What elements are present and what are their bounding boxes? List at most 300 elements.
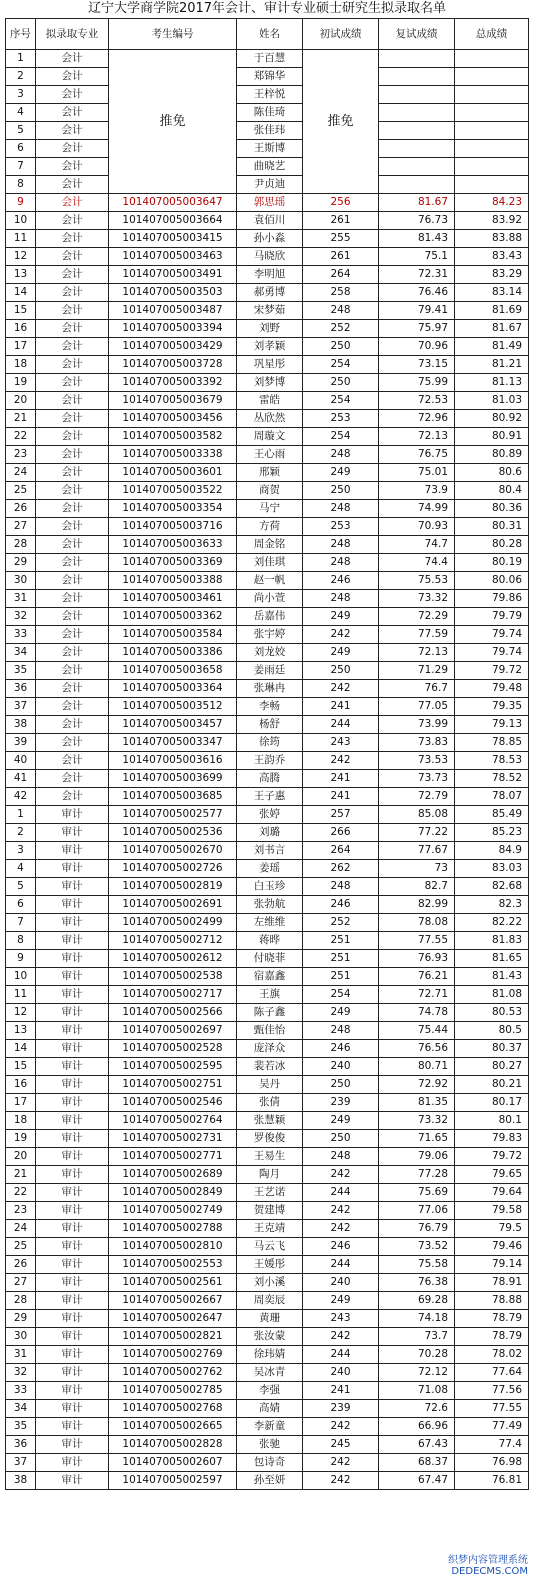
row-number: 12 <box>6 248 36 266</box>
major-cell: 审计 <box>36 986 109 1004</box>
initial-score-cell: 244 <box>303 716 379 734</box>
header-cell: 考生编号 <box>109 19 237 50</box>
table-row <box>6 1112 529 1130</box>
row-number: 38 <box>6 716 36 734</box>
exam-id-cell: 101407005003461 <box>109 590 237 608</box>
major-cell: 审计 <box>36 1022 109 1040</box>
table-row <box>6 1436 529 1454</box>
major-cell: 会计 <box>36 770 109 788</box>
row-number: 3 <box>6 86 36 104</box>
retest-score-cell: 75.97 <box>379 320 455 338</box>
exam-id-cell: 101407005003429 <box>109 338 237 356</box>
name-cell: 王克靖 <box>237 1220 303 1238</box>
row-number: 28 <box>6 1292 36 1310</box>
name-cell: 刘璐 <box>237 824 303 842</box>
major-cell: 审计 <box>36 1454 109 1472</box>
retest-score-cell: 74.99 <box>379 500 455 518</box>
retest-score-cell: 74.7 <box>379 536 455 554</box>
name-cell: 王子惠 <box>237 788 303 806</box>
exam-id-cell: 101407005002821 <box>109 1328 237 1346</box>
row-number: 33 <box>6 1382 36 1400</box>
retest-score-cell: 77.67 <box>379 842 455 860</box>
exam-id-cell: 101407005002749 <box>109 1202 237 1220</box>
initial-score-cell: 239 <box>303 1400 379 1418</box>
major-cell: 会计 <box>36 698 109 716</box>
name-cell: 王旗 <box>237 986 303 1004</box>
row-number: 5 <box>6 122 36 140</box>
exam-id-cell: 101407005002689 <box>109 1166 237 1184</box>
name-cell: 黄珊 <box>237 1310 303 1328</box>
table-row <box>6 1418 529 1436</box>
total-score-cell: 79.35 <box>455 698 529 716</box>
row-number: 19 <box>6 374 36 392</box>
major-cell: 会计 <box>36 608 109 626</box>
major-cell: 会计 <box>36 626 109 644</box>
name-cell: 郝勇博 <box>237 284 303 302</box>
table-row <box>6 644 529 662</box>
initial-score-cell: 248 <box>303 1022 379 1040</box>
initial-score-cell: 250 <box>303 1130 379 1148</box>
major-cell: 审计 <box>36 824 109 842</box>
name-cell: 岳嘉伟 <box>237 608 303 626</box>
name-cell: 徐筠 <box>237 734 303 752</box>
row-number: 36 <box>6 680 36 698</box>
retest-score-cell: 80.71 <box>379 1058 455 1076</box>
total-score-cell <box>455 104 529 122</box>
major-cell: 会计 <box>36 554 109 572</box>
total-score-cell: 80.5 <box>455 1022 529 1040</box>
row-number: 41 <box>6 770 36 788</box>
row-number: 25 <box>6 482 36 500</box>
exam-id-cell: 101407005003415 <box>109 230 237 248</box>
initial-score-cell: 246 <box>303 1238 379 1256</box>
exam-id-cell: 101407005002751 <box>109 1076 237 1094</box>
initial-score-cell: 242 <box>303 1418 379 1436</box>
row-number: 19 <box>6 1130 36 1148</box>
major-cell: 审计 <box>36 1256 109 1274</box>
table-row <box>6 590 529 608</box>
table-row <box>6 392 529 410</box>
retest-score-cell: 72.13 <box>379 428 455 446</box>
initial-score-cell: 242 <box>303 626 379 644</box>
retest-score-cell <box>379 104 455 122</box>
initial-score-cell: 246 <box>303 896 379 914</box>
table-row <box>6 752 529 770</box>
total-score-cell: 78.79 <box>455 1310 529 1328</box>
table-row <box>6 104 529 122</box>
retest-score-cell: 70.93 <box>379 518 455 536</box>
initial-score-cell: 250 <box>303 1076 379 1094</box>
row-number: 20 <box>6 392 36 410</box>
row-number: 15 <box>6 1058 36 1076</box>
initial-score-cell: 257 <box>303 806 379 824</box>
initial-score-cell: 256 <box>303 194 379 212</box>
major-cell: 审计 <box>36 1328 109 1346</box>
table-row <box>6 1400 529 1418</box>
total-score-cell: 77.56 <box>455 1382 529 1400</box>
major-cell: 会计 <box>36 752 109 770</box>
exam-id-cell: 101407005002538 <box>109 968 237 986</box>
major-cell: 审计 <box>36 932 109 950</box>
name-cell: 马云飞 <box>237 1238 303 1256</box>
retest-score-cell: 79.41 <box>379 302 455 320</box>
name-cell: 吴丹 <box>237 1076 303 1094</box>
retest-score-cell <box>379 122 455 140</box>
total-score-cell: 82.22 <box>455 914 529 932</box>
retest-score-cell: 72.6 <box>379 1400 455 1418</box>
exam-id-cell: 101407005003716 <box>109 518 237 536</box>
exam-id-cell: 101407005003354 <box>109 500 237 518</box>
initial-score-cell: 241 <box>303 1382 379 1400</box>
major-cell: 会计 <box>36 446 109 464</box>
total-score-cell: 79.46 <box>455 1238 529 1256</box>
name-cell: 王媛彤 <box>237 1256 303 1274</box>
exam-id-cell: 101407005002785 <box>109 1382 237 1400</box>
total-score-cell: 79.79 <box>455 608 529 626</box>
exam-id-cell: 101407005002597 <box>109 1472 237 1490</box>
total-score-cell: 79.64 <box>455 1184 529 1202</box>
total-score-cell: 80.4 <box>455 482 529 500</box>
major-cell: 审计 <box>36 1130 109 1148</box>
total-score-cell: 80.6 <box>455 464 529 482</box>
retest-score-cell: 67.43 <box>379 1436 455 1454</box>
major-cell: 会计 <box>36 788 109 806</box>
name-cell: 袁佰川 <box>237 212 303 230</box>
row-number: 18 <box>6 1112 36 1130</box>
retest-score-cell: 73.32 <box>379 590 455 608</box>
name-cell: 雷皓 <box>237 392 303 410</box>
retest-score-cell: 73.53 <box>379 752 455 770</box>
retest-score-cell: 73 <box>379 860 455 878</box>
exam-id-cell: 101407005003457 <box>109 716 237 734</box>
initial-score-cell: 248 <box>303 446 379 464</box>
name-cell: 刘佳琪 <box>237 554 303 572</box>
name-cell: 王易生 <box>237 1148 303 1166</box>
name-cell: 郑锦华 <box>237 68 303 86</box>
total-score-cell: 80.19 <box>455 554 529 572</box>
table-row <box>6 1328 529 1346</box>
retest-score-cell: 76.21 <box>379 968 455 986</box>
major-cell: 审计 <box>36 1310 109 1328</box>
major-cell: 会计 <box>36 374 109 392</box>
name-cell: 王梓悦 <box>237 86 303 104</box>
name-cell: 王心雨 <box>237 446 303 464</box>
row-number: 8 <box>6 176 36 194</box>
table-row <box>6 986 529 1004</box>
initial-score-cell: 248 <box>303 302 379 320</box>
table-row <box>6 932 529 950</box>
major-cell: 会计 <box>36 212 109 230</box>
retest-score-cell: 72.79 <box>379 788 455 806</box>
retest-score-cell: 81.43 <box>379 230 455 248</box>
total-score-cell: 80.53 <box>455 1004 529 1022</box>
table-row <box>6 374 529 392</box>
table-row <box>6 1058 529 1076</box>
table-row <box>6 464 529 482</box>
initial-score-cell: 246 <box>303 572 379 590</box>
row-number: 11 <box>6 986 36 1004</box>
initial-score-cell: 241 <box>303 788 379 806</box>
retest-score-cell: 82.7 <box>379 878 455 896</box>
major-cell: 审计 <box>36 1346 109 1364</box>
table-row <box>6 1310 529 1328</box>
initial-score-cell: 252 <box>303 914 379 932</box>
row-number: 35 <box>6 1418 36 1436</box>
exam-id-cell: 101407005003512 <box>109 698 237 716</box>
initial-score-cell: 248 <box>303 590 379 608</box>
exam-id-cell: 101407005003647 <box>109 194 237 212</box>
major-cell: 会计 <box>36 716 109 734</box>
table-row <box>6 770 529 788</box>
major-cell: 会计 <box>36 572 109 590</box>
initial-score-cell: 266 <box>303 824 379 842</box>
name-cell: 邢颖 <box>237 464 303 482</box>
major-cell: 会计 <box>36 464 109 482</box>
exam-id-cell: 101407005003664 <box>109 212 237 230</box>
header-cell: 姓名 <box>237 19 303 50</box>
table-row <box>6 680 529 698</box>
total-score-cell: 79.14 <box>455 1256 529 1274</box>
row-number: 2 <box>6 824 36 842</box>
exam-id-cell: 101407005002819 <box>109 878 237 896</box>
table-row <box>6 194 529 212</box>
total-score-cell: 80.37 <box>455 1040 529 1058</box>
name-cell: 尚小萱 <box>237 590 303 608</box>
exam-id-cell: 101407005003338 <box>109 446 237 464</box>
retest-score-cell <box>379 176 455 194</box>
initial-score-cell: 239 <box>303 1094 379 1112</box>
total-score-cell: 80.27 <box>455 1058 529 1076</box>
row-number: 14 <box>6 1040 36 1058</box>
row-number: 2 <box>6 68 36 86</box>
retest-score-cell: 73.15 <box>379 356 455 374</box>
name-cell: 张倩 <box>237 1094 303 1112</box>
row-number: 20 <box>6 1148 36 1166</box>
major-cell: 会计 <box>36 104 109 122</box>
initial-score-cell: 243 <box>303 734 379 752</box>
initial-score-cell: 248 <box>303 536 379 554</box>
row-number: 4 <box>6 104 36 122</box>
table-row <box>6 176 529 194</box>
row-number: 9 <box>6 950 36 968</box>
name-cell: 罗俊俊 <box>237 1130 303 1148</box>
name-cell: 于百慧 <box>237 50 303 68</box>
watermark-line: DEDECMS.COM <box>451 1566 528 1577</box>
initial-score-cell: 248 <box>303 500 379 518</box>
row-number: 15 <box>6 302 36 320</box>
retest-score-cell: 75.99 <box>379 374 455 392</box>
retest-score-cell: 66.96 <box>379 1418 455 1436</box>
header-row <box>6 19 529 50</box>
table-row <box>6 356 529 374</box>
retest-score-cell: 76.7 <box>379 680 455 698</box>
name-cell: 刘梦博 <box>237 374 303 392</box>
row-number: 29 <box>6 1310 36 1328</box>
name-cell: 尹贞迪 <box>237 176 303 194</box>
table-row <box>6 1256 529 1274</box>
major-cell: 审计 <box>36 1472 109 1490</box>
exam-id-cell: 101407005002762 <box>109 1364 237 1382</box>
name-cell: 周奕辰 <box>237 1292 303 1310</box>
table-row <box>6 1382 529 1400</box>
exam-id-cell: 101407005003522 <box>109 482 237 500</box>
table-row <box>6 662 529 680</box>
table-row <box>6 266 529 284</box>
major-cell: 会计 <box>36 428 109 446</box>
exam-id-cell: 101407005002546 <box>109 1094 237 1112</box>
retest-score-cell: 78.08 <box>379 914 455 932</box>
retest-score-cell: 70.28 <box>379 1346 455 1364</box>
row-number: 8 <box>6 932 36 950</box>
watermark-line: 织梦内容管理系统 <box>448 1555 528 1566</box>
table-row <box>6 1022 529 1040</box>
major-cell: 会计 <box>36 176 109 194</box>
exam-id-cell: 101407005003679 <box>109 392 237 410</box>
major-cell: 会计 <box>36 518 109 536</box>
row-number: 1 <box>6 50 36 68</box>
retest-score-cell <box>379 158 455 176</box>
exam-id-cell: 101407005002607 <box>109 1454 237 1472</box>
exam-id-cell: 101407005003503 <box>109 284 237 302</box>
table-row <box>6 1454 529 1472</box>
exam-id-cell: 101407005003388 <box>109 572 237 590</box>
name-cell: 巩星彤 <box>237 356 303 374</box>
major-cell: 审计 <box>36 1238 109 1256</box>
row-number: 34 <box>6 644 36 662</box>
row-number: 11 <box>6 230 36 248</box>
retest-score-cell: 72.12 <box>379 1364 455 1382</box>
total-score-cell: 79.48 <box>455 680 529 698</box>
row-number: 5 <box>6 878 36 896</box>
table-row <box>6 1202 529 1220</box>
total-score-cell: 85.49 <box>455 806 529 824</box>
table-row <box>6 500 529 518</box>
row-number: 17 <box>6 1094 36 1112</box>
table-row <box>6 302 529 320</box>
initial-score-cell: 253 <box>303 518 379 536</box>
total-score-cell: 81.03 <box>455 392 529 410</box>
row-number: 36 <box>6 1436 36 1454</box>
name-cell: 吴冰青 <box>237 1364 303 1382</box>
major-cell: 审计 <box>36 1364 109 1382</box>
row-number: 27 <box>6 518 36 536</box>
total-score-cell: 78.85 <box>455 734 529 752</box>
initial-score-cell: 251 <box>303 950 379 968</box>
retest-score-cell: 73.52 <box>379 1238 455 1256</box>
row-number: 29 <box>6 554 36 572</box>
retest-score-cell: 77.06 <box>379 1202 455 1220</box>
name-cell: 张汝蒙 <box>237 1328 303 1346</box>
exam-id-cell: 101407005003728 <box>109 356 237 374</box>
name-cell: 李畅 <box>237 698 303 716</box>
name-cell: 张驰 <box>237 1436 303 1454</box>
name-cell: 姜雨廷 <box>237 662 303 680</box>
major-cell: 会计 <box>36 536 109 554</box>
major-cell: 审计 <box>36 806 109 824</box>
name-cell: 陈佳琦 <box>237 104 303 122</box>
name-cell: 宋梦茹 <box>237 302 303 320</box>
table-row <box>6 1184 529 1202</box>
initial-score-cell: 264 <box>303 266 379 284</box>
table-row <box>6 878 529 896</box>
table-row <box>6 734 529 752</box>
exam-id-cell: 101407005003487 <box>109 302 237 320</box>
total-score-cell: 81.08 <box>455 986 529 1004</box>
exam-id-cell: 101407005003582 <box>109 428 237 446</box>
total-score-cell: 78.88 <box>455 1292 529 1310</box>
row-number: 13 <box>6 1022 36 1040</box>
row-number: 13 <box>6 266 36 284</box>
admission-table <box>5 18 529 1490</box>
name-cell: 刘小溪 <box>237 1274 303 1292</box>
name-cell: 贺建博 <box>237 1202 303 1220</box>
retest-score-cell: 72.31 <box>379 266 455 284</box>
name-cell: 方荷 <box>237 518 303 536</box>
retest-score-cell: 75.53 <box>379 572 455 590</box>
row-number: 23 <box>6 446 36 464</box>
name-cell: 王韵乔 <box>237 752 303 770</box>
total-score-cell: 83.92 <box>455 212 529 230</box>
name-cell: 左维维 <box>237 914 303 932</box>
name-cell: 蒋晔 <box>237 932 303 950</box>
row-number: 4 <box>6 860 36 878</box>
row-number: 30 <box>6 1328 36 1346</box>
total-score-cell: 78.02 <box>455 1346 529 1364</box>
table-row <box>6 716 529 734</box>
total-score-cell: 82.3 <box>455 896 529 914</box>
exam-id-cell: 101407005002810 <box>109 1238 237 1256</box>
name-cell: 高婧 <box>237 1400 303 1418</box>
row-number: 21 <box>6 410 36 428</box>
table-row <box>6 554 529 572</box>
total-score-cell: 83.88 <box>455 230 529 248</box>
row-number: 3 <box>6 842 36 860</box>
exam-id-cell: 101407005002697 <box>109 1022 237 1040</box>
retest-score-cell <box>379 140 455 158</box>
name-cell: 姜瑶 <box>237 860 303 878</box>
major-cell: 会计 <box>36 644 109 662</box>
retest-score-cell: 79.06 <box>379 1148 455 1166</box>
page-title: 辽宁大学商学院2017年会计、审计专业硕士研究生拟录取名单 <box>87 1 447 16</box>
retest-score-cell <box>379 50 455 68</box>
exam-id-cell: 101407005003394 <box>109 320 237 338</box>
major-cell: 会计 <box>36 338 109 356</box>
row-number: 6 <box>6 896 36 914</box>
retest-score-cell: 73.99 <box>379 716 455 734</box>
major-cell: 审计 <box>36 878 109 896</box>
name-cell: 商贺 <box>237 482 303 500</box>
major-cell: 会计 <box>36 86 109 104</box>
table-row <box>6 806 529 824</box>
exam-id-cell: 101407005003369 <box>109 554 237 572</box>
retest-score-cell: 75.1 <box>379 248 455 266</box>
exam-id-cell: 101407005003685 <box>109 788 237 806</box>
table-row <box>6 968 529 986</box>
row-number: 35 <box>6 662 36 680</box>
table-row <box>6 1076 529 1094</box>
total-score-cell: 83.29 <box>455 266 529 284</box>
total-score-cell <box>455 122 529 140</box>
table-row <box>6 824 529 842</box>
name-cell: 刘孝颖 <box>237 338 303 356</box>
retest-score-cell: 73.9 <box>379 482 455 500</box>
retest-score-cell: 85.08 <box>379 806 455 824</box>
total-score-cell <box>455 68 529 86</box>
initial-score-cell: 240 <box>303 1058 379 1076</box>
name-cell: 李强 <box>237 1382 303 1400</box>
header-cell: 复试成绩 <box>379 19 455 50</box>
exam-id-cell: 101407005002528 <box>109 1040 237 1058</box>
